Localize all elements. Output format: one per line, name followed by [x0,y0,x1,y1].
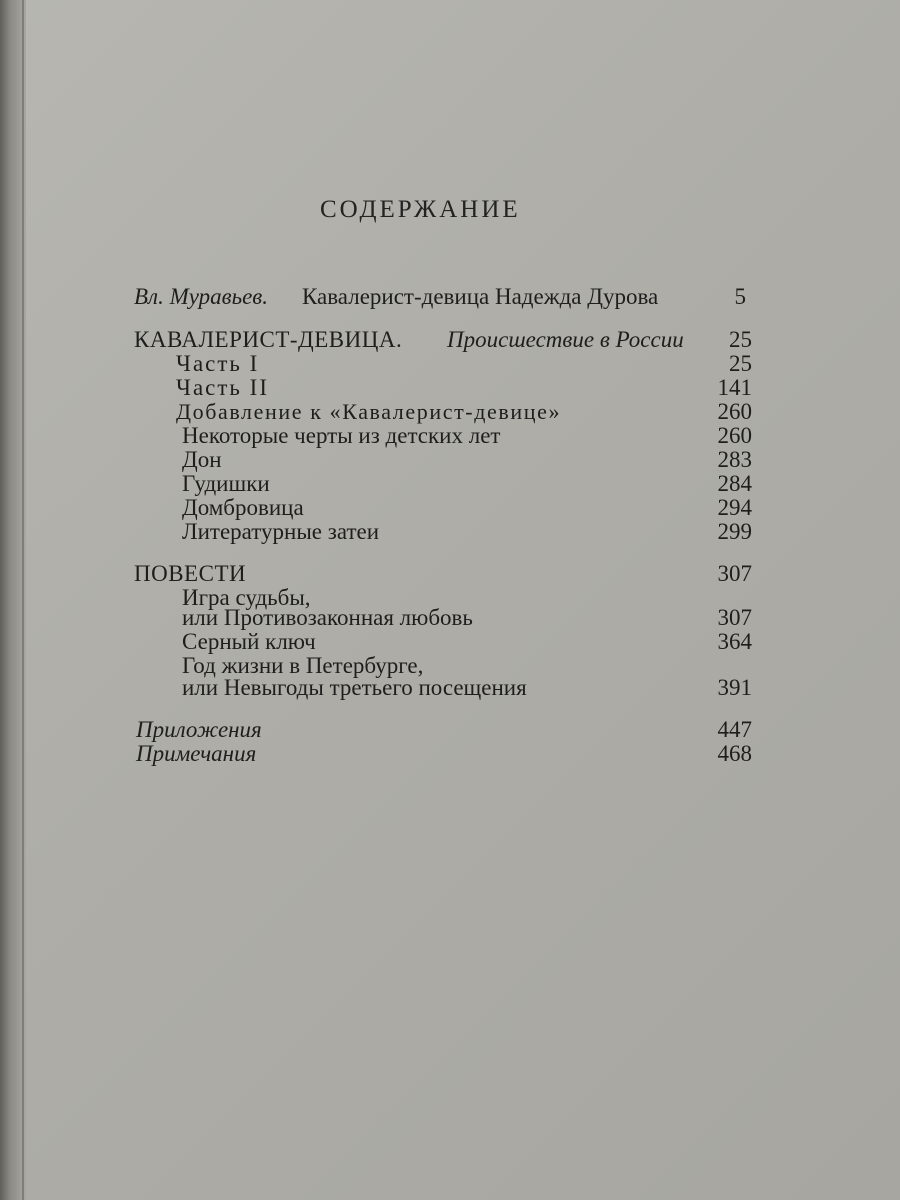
toc-page-number: 307 [717,605,752,630]
toc-page-number: 25 [729,351,752,376]
toc-title: Дон [182,447,222,472]
toc-subtitle: Происшествие в России [447,327,684,352]
toc-title: Литературные затеи [182,519,380,544]
toc-page-number: 299 [717,519,752,544]
toc-title: Некоторые черты из детских лет [182,423,501,448]
toc-title: или Невыгоды третьего посещения [182,675,527,700]
toc-title: Гудишки [182,471,270,496]
toc-page-number: 447 [717,717,752,742]
toc-title: Добавление к «Кавалерист-девице» [176,399,562,424]
toc-page-number: 260 [717,399,752,424]
toc-page-number: 468 [717,741,752,766]
toc-page-number: 5 [734,284,746,309]
toc-title: ПОВЕСТИ [134,561,247,586]
toc-title: или Противозаконная любовь [182,605,473,630]
toc-page-number: 283 [717,447,752,472]
toc-entry-year-in-petersburg-cont [0,674,900,702]
toc-page-number: 307 [717,561,752,586]
toc-title: Приложения [136,717,262,742]
toc-title: Год жизни в Петербурге, [182,653,424,678]
toc-entry-literary [0,518,900,546]
toc-page-number: 260 [717,423,752,448]
toc-title: Часть I [176,351,260,376]
toc-entry-introduction [0,283,900,311]
toc-entry-notes [0,740,900,768]
toc-page-number: 141 [717,375,752,400]
toc-page-number: 294 [717,495,752,520]
toc-page-number: 25 [729,327,752,352]
toc-title: Домбровица [182,495,304,520]
toc-title: Примечания [136,741,257,766]
toc-title: Игра судьбы, [182,585,311,610]
toc-page-number: 364 [717,629,752,654]
toc-title: Кавалерист-девица Надежда Дурова [302,284,659,309]
toc-page-number: 391 [717,675,752,700]
toc-author: Вл. Муравьев. [134,284,269,309]
toc-title: Часть II [176,375,269,400]
toc-title: Серный ключ [182,629,316,654]
contents-heading: СОДЕРЖАНИЕ [320,196,521,223]
toc-title: КАВАЛЕРИСТ-ДЕВИЦА. [134,327,403,352]
toc-page-number: 284 [717,471,752,496]
